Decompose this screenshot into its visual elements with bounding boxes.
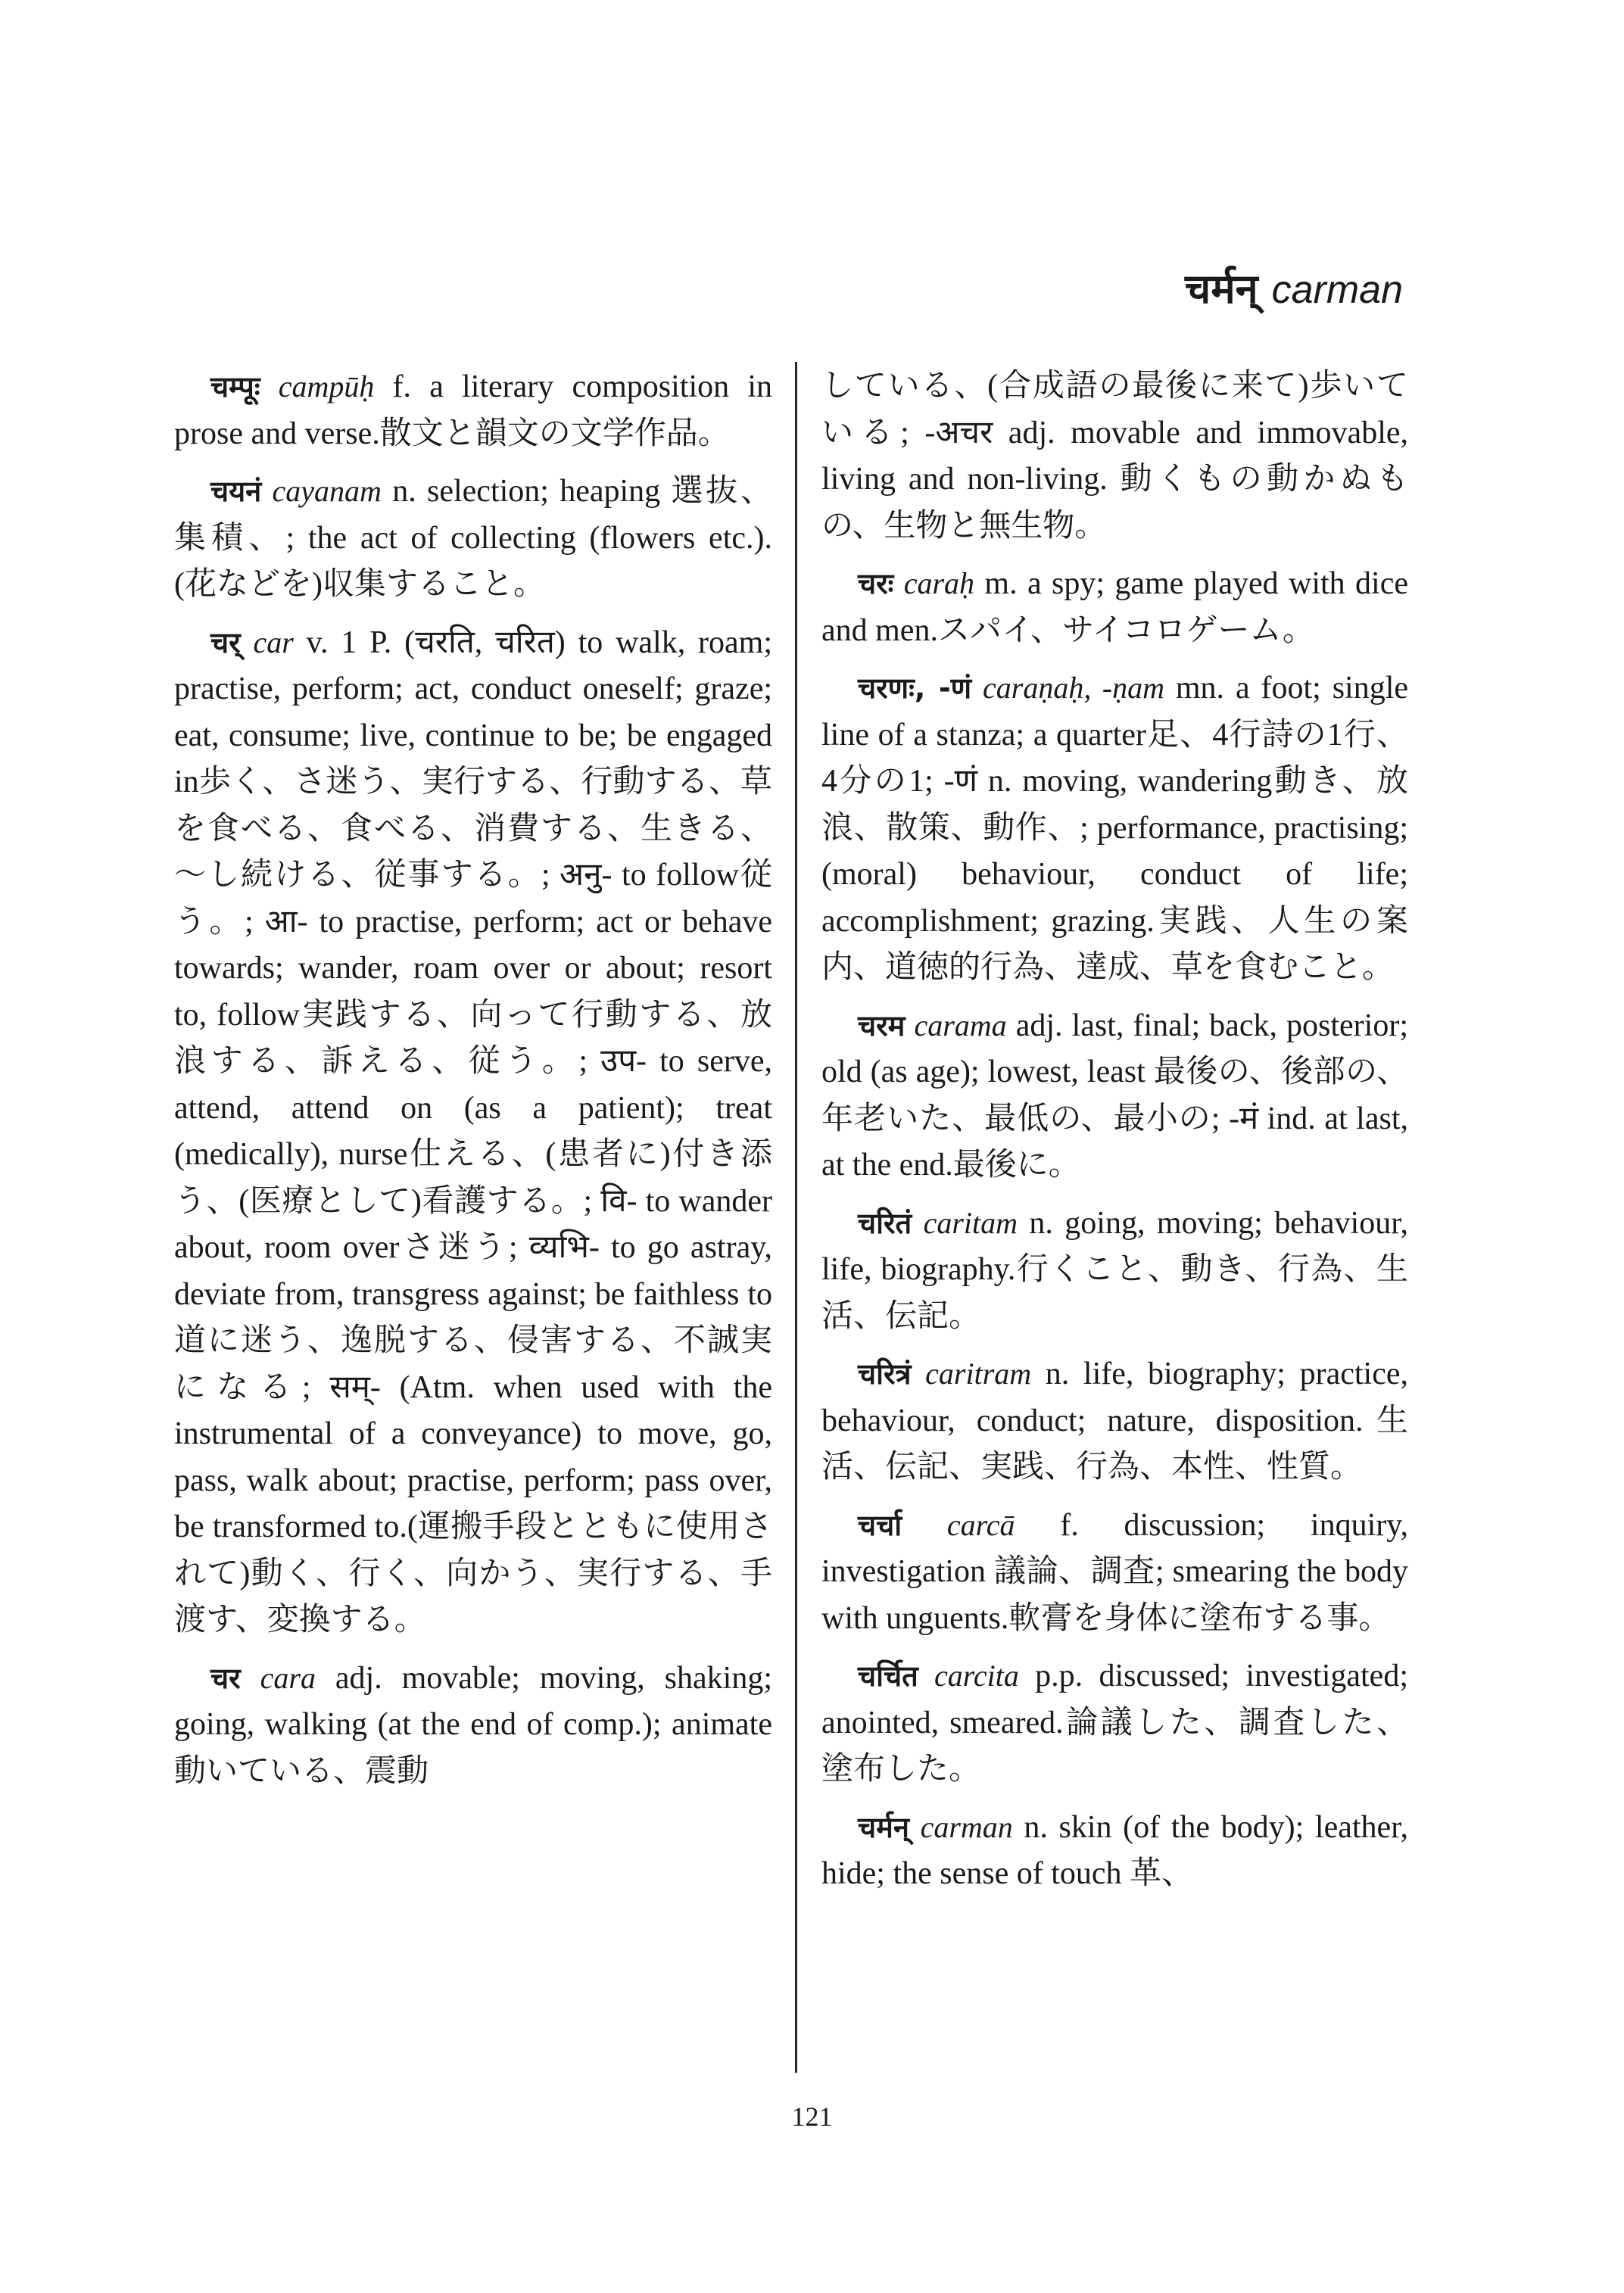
entry-headword-roman: cara (260, 1660, 316, 1695)
entry-definition: adj. movable; moving, shaking; going, walking (at the end of comp.); animate 動いている、震動 (174, 1660, 773, 1789)
entry-definition: p.p. discussed; investigated; anointed, smeared.論議した、調査した、塗布した。 (821, 1659, 1408, 1787)
entry-headword-roman: caritram (925, 1357, 1032, 1391)
dictionary-entry (821, 560, 1408, 654)
entry-headword-devanagari: चरम (858, 1008, 906, 1042)
dictionary-entry (821, 1200, 1408, 1341)
entry-definition: mn. a foot; single line of a stanza; a quarter足、4行詩の1行、4分の1; -णं n. moving, wandering動き、放浪、散策、動作、; performance, practising; (moral) behaviour, conduct of life; accomplishment; grazing.実践、人生の案内、道徳的行為、達成、草を食むこと。 (821, 671, 1409, 985)
entry-definition: n. going, moving; behaviour, life, biography.行くこと、動き、行為、生活、伝記。 (821, 1205, 1408, 1334)
entry-headword-roman: campūḥ (278, 369, 375, 403)
entry-headword-devanagari: चर्मन् (858, 1810, 909, 1844)
dictionary-entry (821, 1351, 1408, 1491)
entry-headword-devanagari: चयनं (210, 475, 262, 508)
dictionary-entry (174, 363, 772, 457)
running-header-devanagari: चर्मन् (1185, 265, 1258, 313)
left-column (174, 363, 772, 1805)
running-header (1185, 265, 1403, 313)
dictionary-entry (821, 1002, 1408, 1189)
entry-headword-devanagari: चम्पूः (210, 370, 260, 403)
page-number: 121 (791, 2101, 833, 2132)
dictionary-entry (821, 1653, 1408, 1793)
entry-headword-devanagari: चर् (210, 625, 241, 659)
entry-definition: f. discussion; inquiry, investigation 議論、調査; smearing the body with unguents.軟膏を身体に塗布する事。 (821, 1507, 1409, 1636)
dictionary-entry (174, 1655, 772, 1796)
entry-definition: n. selection; heaping 選抜、集積、; the act of collecting (flowers etc.). (花などを)収集すること。 (174, 474, 772, 602)
entry-headword-roman: car (253, 625, 294, 659)
running-header-roman: carman (1271, 268, 1403, 312)
dictionary-entry (821, 1804, 1408, 1898)
entry-headword-devanagari: चर्चित (858, 1659, 918, 1693)
entry-headword-roman: carama (914, 1008, 1007, 1042)
entry-headword-roman: caritam (923, 1205, 1018, 1240)
entry-definition: n. life, biography; practice, behaviour, conduct; nature, disposition.生活、伝記、実践、行為、本性、性質。 (821, 1357, 1409, 1485)
entry-definition: している、(合成語の最後に来て)歩いている; -अचर adj. movable and immovable, living and non-living. 動くもの動かぬもの、生物と無生物。 (821, 369, 1408, 544)
entry-definition: n. skin (of the body); leather, hide; the sense of touch 革、 (821, 1809, 1408, 1891)
entry-headword-roman: carman (920, 1809, 1013, 1844)
entry-definition: adj. last, final; back, posterior; old (as age); lowest, least 最後の、後部の、年老いた、最低の、最小の; -मं ind. at last, at the end.最後に。 (821, 1008, 1408, 1182)
entry-headword-roman: carcita (934, 1659, 1019, 1693)
entry-headword-devanagari: चरः (858, 567, 894, 600)
dictionary-entry-continuation (821, 363, 1408, 550)
entry-definition: m. a spy; game played with dice and men.スパイ、サイコロゲーム。 (821, 566, 1408, 648)
column-divider (795, 362, 797, 2073)
dictionary-entry (821, 665, 1408, 992)
dictionary-entry (821, 1502, 1408, 1643)
entry-headword-devanagari: चर्चा (858, 1508, 902, 1542)
right-column (821, 363, 1408, 1908)
entry-headword-devanagari: चरित्रं (858, 1357, 912, 1391)
entry-headword-roman: caraṇaḥ, -ṇam (983, 671, 1164, 705)
dictionary-entry (174, 468, 772, 609)
dictionary-entry (174, 619, 772, 1644)
entry-headword-devanagari: चरणः, -णं (858, 671, 972, 705)
entry-headword-roman: cayanam (272, 474, 382, 508)
entry-headword-roman: carcā (946, 1507, 1015, 1542)
entry-headword-devanagari: चरितं (858, 1206, 912, 1240)
entry-headword-devanagari: चर (210, 1661, 241, 1695)
entry-definition: v. 1 P. (चरति, चरित) to walk, roam; practise, perform; act, conduct oneself; graze; eat, consume; live, continue to be; be engaged in歩く、さ迷う、実行する、行動する、草を食べる、食べる、消費する、生きる、～し続ける、従事する。; अनु- to follow従う。; आ- to practise, perform; act or behave towards; wander, roam over or about; resort to, follow実践する、向って行動する、放浪する、訴える、従う。; उप- to serve, attend, attend on (as a patient); treat (medically), nurse仕える、(患者に)付き添う、(医療として)看護する。; वि- to wander about, room overさ迷う; व्यभि- to go astray, deviate from, transgress against; be faithless to道に迷う、逸脱する、侵害する、不誠実になる; सम्- (Atm. when used with the instrumental of a conveyance) to move, go, pass, walk about; practise, perform; pass over, be transformed to.(運搬手段とともに使用されて)動く、行く、向かう、実行する、手渡す、変換する。 (174, 625, 772, 1637)
entry-definition: f. a literary composition in prose and verse.散文と韻文の文学作品。 (174, 369, 772, 451)
entry-headword-roman: caraḥ (903, 566, 975, 600)
